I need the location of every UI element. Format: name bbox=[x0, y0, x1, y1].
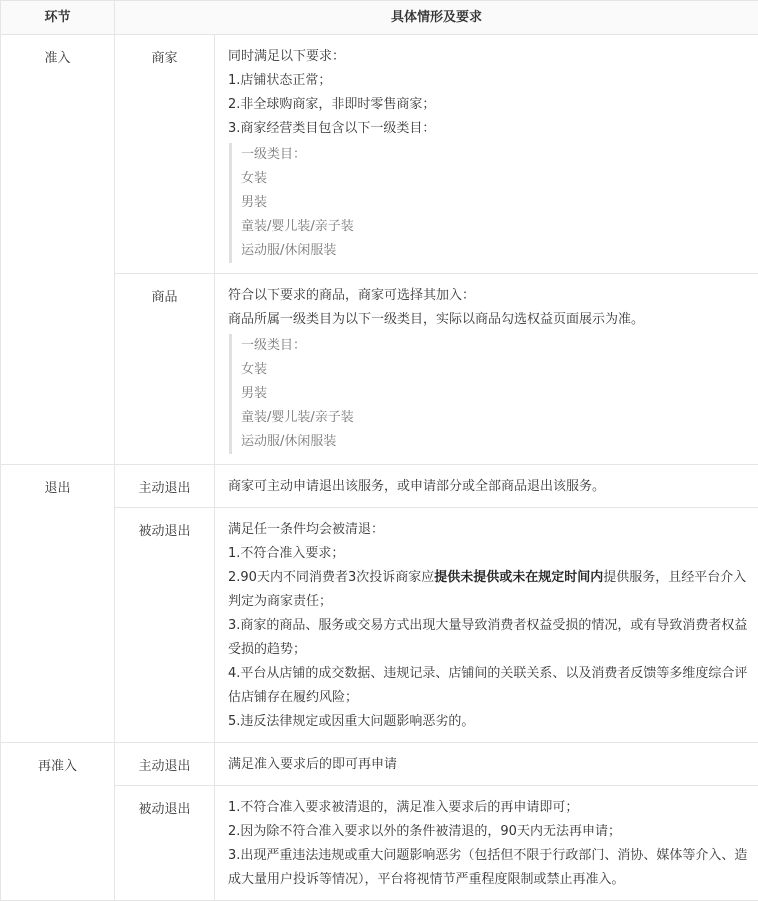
text-span: 2.90天内不同消费者3次投诉商家应 bbox=[228, 570, 434, 585]
text-line: 5.违反法律规定或因重大问题影响恶劣的。 bbox=[228, 710, 750, 734]
re-passive-desc bbox=[215, 786, 758, 901]
table-row bbox=[1, 786, 758, 901]
text-line: 3.商家的商品、服务或交易方式出现大量导致消费者权益受损的情况，或有导致消费者权益受损的趋势； bbox=[228, 614, 750, 662]
re-active-desc bbox=[215, 743, 758, 786]
passive-exit-desc bbox=[215, 508, 758, 743]
text-line: 4.平台从店铺的成交数据、违规记录、店铺间的关联关系、以及消费者反馈等多维度综合评估店铺存在履约风险； bbox=[228, 662, 750, 710]
text-line bbox=[228, 566, 750, 614]
text-line: 符合以下要求的商品，商家可选择其加入： bbox=[228, 284, 750, 308]
sub-re-active: 主动退出 bbox=[115, 743, 215, 786]
text-line: 满足任一条件均会被清退： bbox=[228, 518, 750, 542]
product-desc bbox=[215, 274, 758, 465]
quote-line: 女装 bbox=[241, 167, 750, 191]
text-line: 1.不符合准入要求被清退的，满足准入要求后的再申请即可； bbox=[228, 796, 750, 820]
text-line: 满足准入要求后的即可再申请 bbox=[228, 753, 750, 777]
sub-active-exit: 主动退出 bbox=[115, 465, 215, 508]
text-line: 2.因为除不符合准入要求以外的条件被清退的，90天内无法再申请； bbox=[228, 820, 750, 844]
active-exit-desc bbox=[215, 465, 758, 508]
quote-line: 一级类目： bbox=[241, 334, 750, 358]
merchant-desc bbox=[215, 35, 758, 274]
quote-line: 运动服/休闲服装 bbox=[241, 239, 750, 263]
text-line: 2.非全球购商家，非即时零售商家； bbox=[228, 93, 750, 117]
category-quote bbox=[229, 334, 750, 454]
header-details: 具体情形及要求 bbox=[115, 1, 758, 35]
quote-line: 男装 bbox=[241, 191, 750, 215]
quote-line: 童装/婴儿装/亲子装 bbox=[241, 406, 750, 430]
sub-passive-exit: 被动退出 bbox=[115, 508, 215, 743]
text-line: 1.店铺状态正常； bbox=[228, 69, 750, 93]
text-line: 商品所属一级类目为以下一级类目，实际以商品勾选权益页面展示为准。 bbox=[228, 308, 750, 332]
quote-line: 童装/婴儿装/亲子装 bbox=[241, 215, 750, 239]
table-header-row bbox=[1, 1, 758, 35]
stage-reentry: 再准入 bbox=[1, 743, 115, 901]
bold-text: 提供未提供或未在规定时间内 bbox=[434, 570, 603, 585]
sub-re-passive: 被动退出 bbox=[115, 786, 215, 901]
table-row bbox=[1, 35, 758, 274]
text-line: 3.出现严重违法违规或重大问题影响恶劣（包括但不限于行政部门、消协、媒体等介入、造成大量用户投诉等情况），平台将视情节严重程度限制或禁止再准入。 bbox=[228, 844, 750, 892]
table-row bbox=[1, 508, 758, 743]
header-stage: 环节 bbox=[1, 1, 115, 35]
stage-exit: 退出 bbox=[1, 465, 115, 743]
stage-entry: 准入 bbox=[1, 35, 115, 465]
quote-line: 一级类目： bbox=[241, 143, 750, 167]
sub-product: 商品 bbox=[115, 274, 215, 465]
text-line: 商家可主动申请退出该服务，或申请部分或全部商品退出该服务。 bbox=[228, 475, 750, 499]
category-quote bbox=[229, 143, 750, 263]
quote-line: 女装 bbox=[241, 358, 750, 382]
table-row bbox=[1, 743, 758, 786]
text-span: 提供服务，且经平台介入判定为商家责任； bbox=[228, 570, 746, 609]
quote-line: 男装 bbox=[241, 382, 750, 406]
table-row bbox=[1, 274, 758, 465]
quote-line: 运动服/休闲服装 bbox=[241, 430, 750, 454]
text-line: 1.不符合准入要求； bbox=[228, 542, 750, 566]
text-line: 同时满足以下要求： bbox=[228, 45, 750, 69]
text-line: 3.商家经营类目包含以下一级类目： bbox=[228, 117, 750, 141]
sub-merchant: 商家 bbox=[115, 35, 215, 274]
table-row bbox=[1, 465, 758, 508]
